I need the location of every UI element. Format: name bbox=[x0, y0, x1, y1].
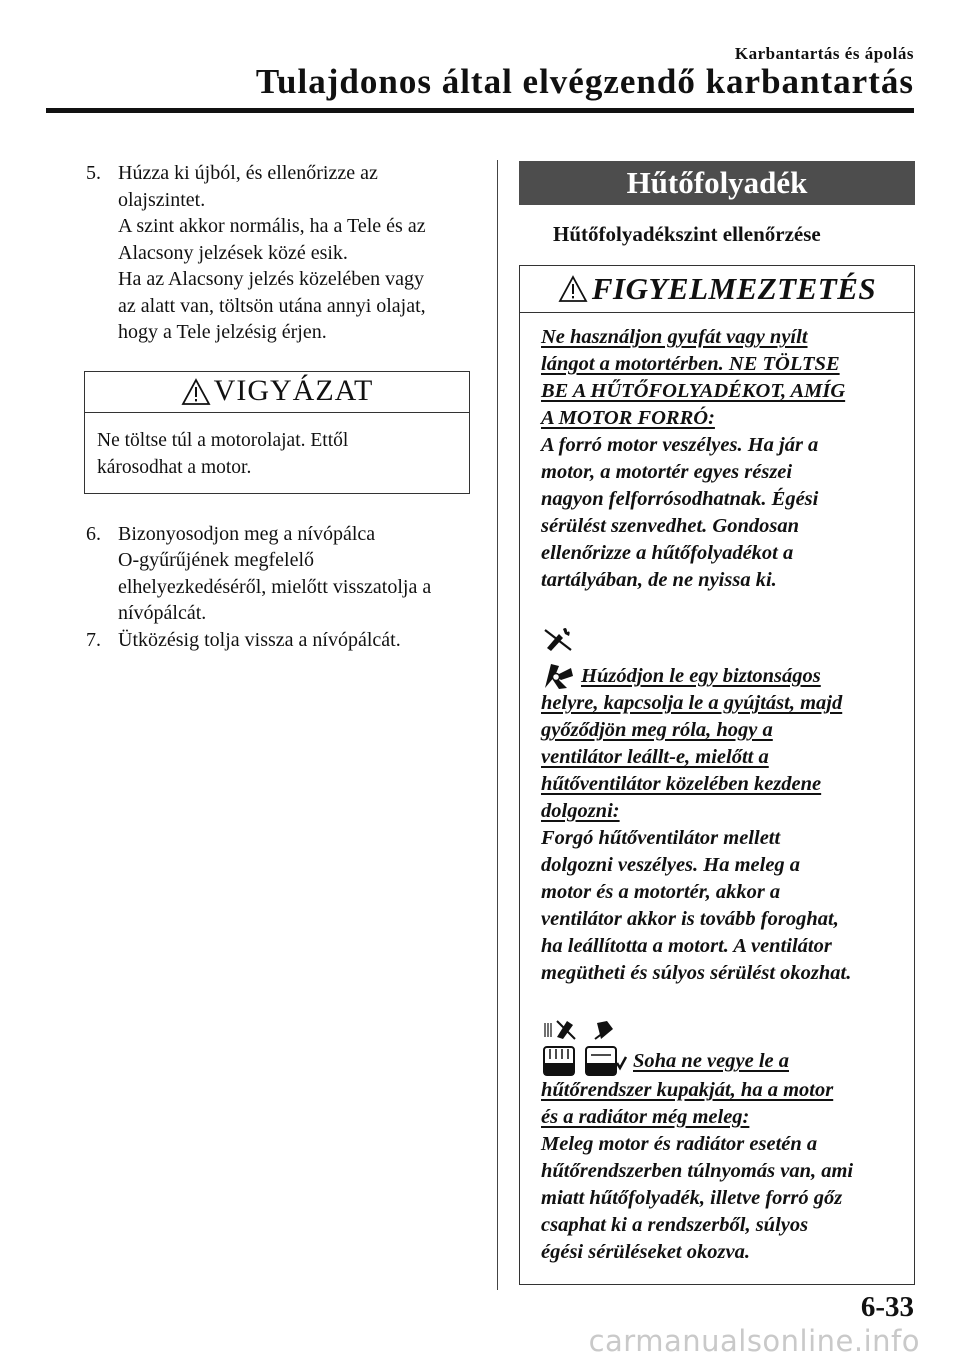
page-title: Tulajdonos által elvégzendő karbantartás bbox=[255, 62, 914, 101]
warning-body bbox=[520, 313, 914, 1266]
warning-title: FIGYELMEZTETÉS bbox=[591, 271, 877, 306]
warning-line: nagyon felforrósodhatnak. Égési bbox=[541, 488, 819, 510]
step-number: 7. bbox=[86, 628, 101, 651]
fan-icon bbox=[541, 660, 575, 690]
warning-triangle-icon bbox=[558, 275, 588, 303]
page-number: 6-33 bbox=[860, 1291, 914, 1323]
warning-line: ellenőrizze a hűtőfolyadékot a bbox=[541, 542, 794, 564]
warning-line: hűtőrendszerben túlnyomás van, ami bbox=[541, 1160, 854, 1182]
warning-emphasis-line: ventilátor leállt-e, mielőtt a bbox=[541, 746, 769, 768]
coolant-tank-check-icon bbox=[583, 1019, 627, 1077]
warning-emphasis-line: győződjön meg róla, hogy a bbox=[541, 719, 773, 741]
warning-line: sérülést szenvedhet. Gondosan bbox=[541, 515, 799, 537]
warning-emphasis-line: és a radiátor még meleg: bbox=[541, 1106, 750, 1128]
warning-line: ventilátor akkor is tovább foroghat, bbox=[541, 908, 839, 930]
no-flame-row bbox=[541, 626, 904, 652]
caution-box bbox=[84, 371, 470, 494]
warning-emphasis-line: Ne használjon gyufát vagy nyílt bbox=[541, 326, 808, 348]
subheading: Hűtőfolyadékszint ellenőrzése bbox=[553, 222, 821, 246]
warning-line: motor és a motortér, akkor a bbox=[541, 881, 781, 903]
step-line: hogy a Tele jelzésig érjen. bbox=[118, 321, 327, 343]
section-label: Karbantartás és ápolás bbox=[734, 44, 914, 63]
warning-line: Meleg motor és radiátor esetén a bbox=[541, 1133, 818, 1155]
step-7 bbox=[86, 627, 486, 654]
coolant-icons-line bbox=[541, 1019, 904, 1077]
warning-emphasis-line: helyre, kapcsolja le a gyújtást, majd bbox=[541, 692, 843, 714]
step-line: Ütközésig tolja vissza a nívópálcát. bbox=[118, 628, 401, 651]
hot-coolant-tank-icon bbox=[541, 1019, 577, 1077]
step-line: az alatt van, töltsön utána annyi olajat, bbox=[118, 294, 426, 317]
warning-emphasis-line: A MOTOR FORRÓ: bbox=[541, 407, 715, 429]
step-line: olajszintet. bbox=[118, 188, 206, 211]
warning-emphasis-line: hűtőrendszer kupakját, ha a motor bbox=[541, 1079, 834, 1101]
caution-line: károsodhat a motor. bbox=[97, 456, 252, 478]
no-flame-icon bbox=[541, 626, 575, 652]
warning-line: motor, a motortér egyes részei bbox=[541, 461, 793, 483]
fan-line bbox=[541, 660, 904, 690]
step-line: Ha az Alacsony jelzés közelében vagy bbox=[118, 268, 424, 290]
warning-emphasis-line: Húzódjon le egy biztonságos bbox=[581, 665, 821, 687]
warning-emphasis-line: BE A HŰTŐFOLYADÉKOT, AMÍG bbox=[541, 380, 846, 402]
warning-header bbox=[520, 266, 914, 313]
spacer bbox=[541, 594, 904, 622]
warning-line: tartályában, de ne nyissa ki. bbox=[541, 569, 777, 591]
step-line: elhelyezkedéséről, mielőtt visszatolja a bbox=[118, 575, 432, 598]
warning-line: égési sérüléseket okozva. bbox=[541, 1241, 750, 1263]
spacer bbox=[541, 987, 904, 1015]
caution-title: VIGYÁZAT bbox=[213, 374, 374, 408]
step-number: 6. bbox=[86, 522, 101, 545]
step-line: Húzza ki újból, és ellenőrizze az bbox=[118, 162, 378, 184]
warning-emphasis-line: Soha ne vegye le a bbox=[633, 1050, 789, 1072]
caution-body bbox=[85, 413, 469, 493]
warning-line: dolgozni veszélyes. Ha meleg a bbox=[541, 854, 801, 876]
column-divider bbox=[497, 160, 498, 1290]
step-line: A szint akkor normális, ha a Tele és az bbox=[118, 215, 426, 237]
warning-emphasis-line: dolgozni: bbox=[541, 800, 620, 822]
warning-line: csaphat ki a rendszerből, súlyos bbox=[541, 1214, 809, 1236]
caution-header bbox=[85, 372, 469, 413]
warning-line: A forró motor veszélyes. Ha jár a bbox=[541, 434, 819, 456]
step-line: Alacsony jelzések közé esik. bbox=[118, 241, 348, 264]
warning-emphasis-line: hűtőventilátor közelében kezdene bbox=[541, 773, 822, 795]
step-line: Bizonyosodjon meg a nívópálca bbox=[118, 522, 376, 545]
step-line: nívópálcát. bbox=[118, 602, 207, 624]
header-rule bbox=[46, 108, 914, 113]
step-number: 5. bbox=[86, 162, 101, 184]
step-line: O-gyűrűjének megfelelő bbox=[118, 549, 315, 571]
watermark: carmanualsonline.info bbox=[588, 1324, 920, 1358]
warning-line: Forgó hűtőventilátor mellett bbox=[541, 827, 781, 849]
caution-line: Ne töltse túl a motorolajat. Ettől bbox=[97, 429, 349, 451]
step-6 bbox=[86, 521, 486, 627]
step-5 bbox=[86, 160, 486, 346]
warning-box bbox=[519, 265, 915, 1285]
warning-emphasis-line: lángot a motortérben. NE TÖLTSE bbox=[541, 353, 840, 375]
caution-triangle-icon bbox=[181, 378, 211, 406]
warning-line: ha leállította a motort. A ventilátor bbox=[541, 935, 832, 957]
section-heading-bar: Hűtőfolyadék bbox=[519, 161, 915, 205]
warning-line: megütheti és súlyos sérülést okozhat. bbox=[541, 962, 852, 984]
left-column bbox=[86, 160, 486, 653]
warning-line: miatt hűtőfolyadék, illetve forró gőz bbox=[541, 1187, 843, 1209]
